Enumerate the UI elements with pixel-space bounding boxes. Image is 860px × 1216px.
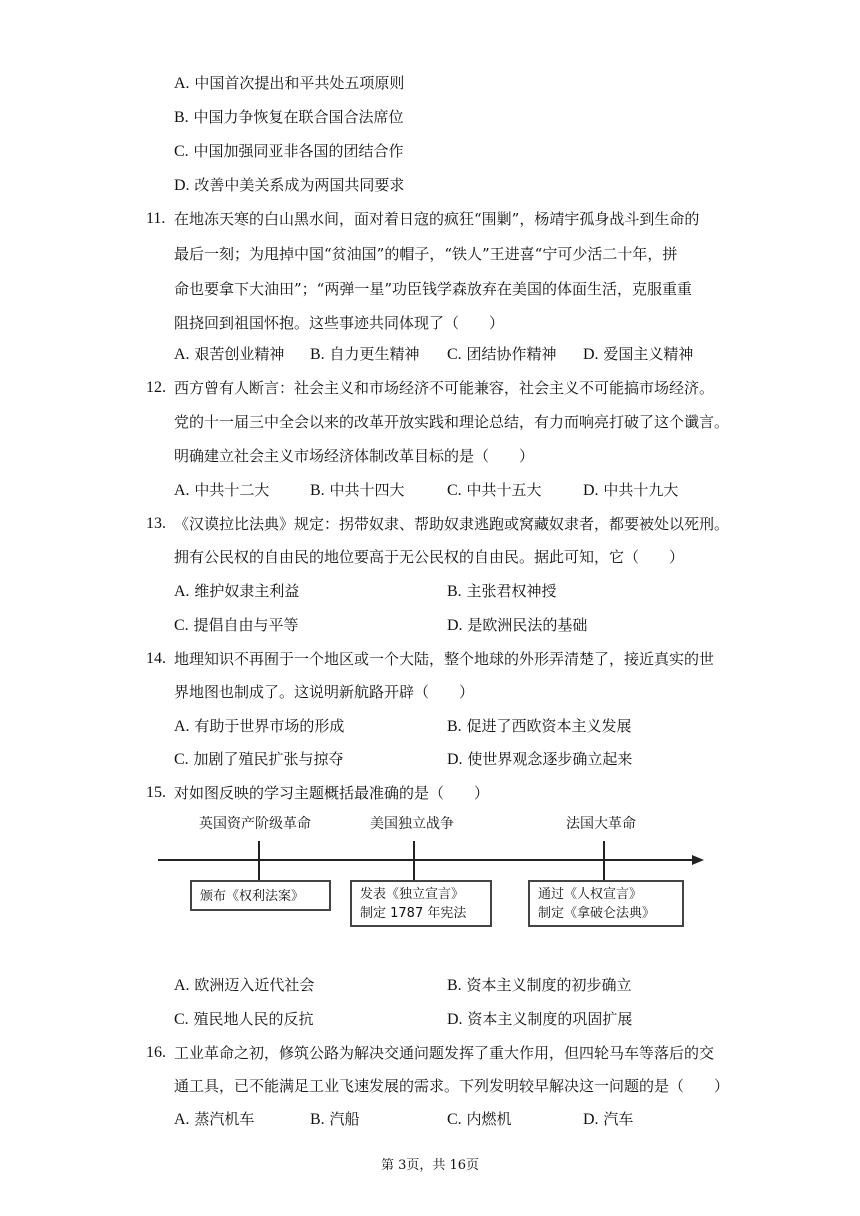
- option-b: B. 汽船: [310, 1110, 360, 1128]
- option-a: A. 蒸汽机车: [174, 1110, 255, 1128]
- option-a: A. 欧洲迈入近代社会: [174, 976, 315, 994]
- question-text-line: 《汉谟拉比法典》规定：拐带奴隶、帮助奴隶逃跑或窝藏奴隶者，都要被处以死刑。: [174, 515, 730, 533]
- question-text-line: 地理知识不再囿于一个地区或一个大陆，整个地球的外形弄清楚了，接近真实的世: [174, 650, 715, 668]
- question-number: 14.: [146, 650, 166, 667]
- question-number: 13.: [146, 515, 166, 532]
- question-text-line: 在地冻天寒的白山黑水间，面对着日寇的疯狂“围剿”，杨靖宇孤身战斗到生命的: [174, 210, 700, 228]
- option-d: D. 资本主义制度的巩固扩展: [447, 1010, 633, 1028]
- question-text-line: 最后一刻；为甩掉中国“贫油国”的帽子，“铁人”王进喜“宁可少活二十年，拼: [174, 245, 678, 263]
- option-a: A. 艰苦创业精神: [174, 345, 285, 363]
- timeline-event-label: 美国独立战争: [370, 816, 454, 832]
- question-number: 16.: [146, 1044, 166, 1061]
- option-text: 中国力争恢复在联合国合法席位: [193, 108, 404, 126]
- q10-option-c: C. 中国加强同亚非各国的团结合作: [174, 142, 404, 160]
- question-text-line: 明确建立社会主义市场经济体制改革目标的是（ ）: [174, 447, 535, 465]
- option-d: D. 爱国主义精神: [583, 345, 694, 363]
- question-number: 15.: [146, 784, 166, 801]
- option-d: D. 汽车: [583, 1110, 634, 1128]
- question-text-line: 命也要拿下大油田”；“两弹一星”功臣钱学森放弃在美国的体面生活，克服重重: [174, 280, 693, 298]
- option-b: B. 自力更生精神: [310, 345, 420, 363]
- timeline-event-box: 颁布《权利法案》: [190, 880, 331, 911]
- timeline-event-label: 法国大革命: [566, 816, 636, 832]
- question-text-line: 通工具，已不能满足工业飞速发展的需求。下列发明较早解决这一问题的是（ ）: [174, 1077, 730, 1095]
- question-number: 12.: [146, 379, 166, 396]
- option-b: B. 中共十四大: [310, 481, 405, 499]
- option-c: C. 殖民地人民的反抗: [174, 1010, 314, 1028]
- option-a: A. 中共十二大: [174, 481, 270, 499]
- option-a: A. 有助于世界市场的形成: [174, 717, 345, 735]
- option-d: D. 是欧洲民法的基础: [447, 616, 588, 634]
- timeline-arrowhead: [692, 855, 704, 865]
- question-text-line: 对如图反映的学习主题概括最准确的是（ ）: [174, 784, 490, 802]
- option-a: A. 维护奴隶主利益: [174, 582, 300, 600]
- question-text-line: 工业革命之初，修筑公路为解决交通问题发挥了重大作用，但四轮马车等落后的交: [174, 1044, 715, 1062]
- question-number: 11.: [146, 210, 166, 227]
- timeline-event-box: 发表《独立宣言》 制定 1787 年宪法: [350, 880, 492, 927]
- option-c: C. 中共十五大: [447, 481, 542, 499]
- question-text-line: 界地图也制成了。这说明新航路开辟（ ）: [174, 683, 475, 701]
- option-c: C. 内燃机: [447, 1110, 512, 1128]
- q10-option-a: A. 中国首次提出和平共处五项原则: [174, 74, 405, 92]
- option-b: B. 促进了西欧资本主义发展: [447, 717, 632, 735]
- timeline-event-box: 通过《人权宣言》 制定《拿破仑法典》: [528, 880, 684, 927]
- page-footer: 第 3页，共 16页: [380, 1158, 480, 1173]
- option-b: B. 资本主义制度的初步确立: [447, 976, 632, 994]
- option-d: D. 中共十九大: [583, 481, 679, 499]
- question-text-line: 西方曾有人断言：社会主义和市场经济不可能兼容，社会主义不可能搞市场经济。: [174, 379, 715, 397]
- option-c: C. 提倡自由与平等: [174, 616, 299, 634]
- option-b: B. 主张君权神授: [447, 582, 557, 600]
- question-text-line: 党的十一届三中全会以来的改革开放实践和理论总结，有力而响亮打破了这个谶言。: [174, 413, 730, 431]
- q10-option-d: D. 改善中美关系成为两国共同要求: [174, 176, 405, 194]
- q10-option-b: B. 中国力争恢复在联合国合法席位: [174, 108, 404, 126]
- option-text: 中国加强同亚非各国的团结合作: [193, 142, 404, 160]
- question-text-line: 阻挠回到祖国怀抱。这些事迹共同体现了（ ）: [174, 314, 505, 332]
- question-text-line: 拥有公民权的自由民的地位要高于无公民权的自由民。据此可知，它（ ）: [174, 548, 685, 566]
- option-c: C. 加剧了殖民扩张与掠夺: [174, 750, 344, 768]
- option-text: 改善中美关系成为两国共同要求: [194, 176, 405, 194]
- option-c: C. 团结协作精神: [447, 345, 557, 363]
- option-text: 中国首次提出和平共处五项原则: [194, 74, 405, 92]
- option-d: D. 使世界观念逐步确立起来: [447, 750, 633, 768]
- timeline-event-label: 英国资产阶级革命: [199, 816, 311, 832]
